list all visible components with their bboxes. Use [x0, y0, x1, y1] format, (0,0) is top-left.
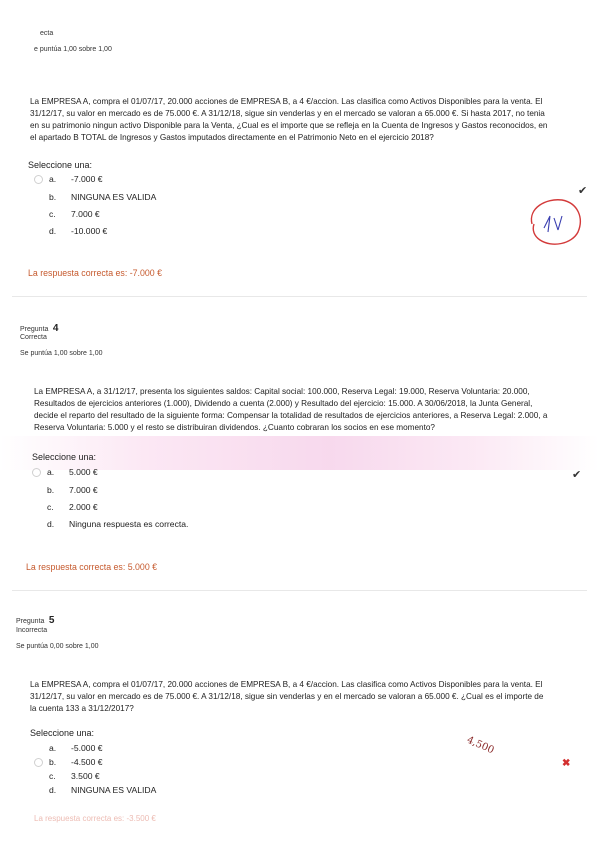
select-prompt: Seleccione una:	[32, 452, 97, 462]
option-text: -10.000 €	[71, 226, 108, 236]
radio-selected-icon[interactable]	[34, 758, 43, 767]
question-score: e puntúa 1,00 sobre 1,00	[34, 46, 112, 53]
option-letter: b.	[49, 757, 57, 767]
question-status: Correcta	[20, 334, 47, 341]
question-text-line: el apartado B TOTAL de Ingresos y Gastos imputados directamente en el Patrimonio Neto en el ejercicio 2018?	[30, 133, 434, 142]
handwritten-annotation: 4,500	[465, 734, 496, 757]
select-prompt: Seleccione una:	[28, 160, 93, 170]
correct-answer-feedback: La respuesta correcta es: -7.000 €	[28, 268, 162, 278]
question-text-line: la cuenta 133 a 31/12/2017?	[30, 704, 134, 713]
option-letter: b.	[47, 485, 55, 495]
divider	[12, 296, 587, 297]
question-text-line: La EMPRESA A, compra el 01/07/17, 20.000 acciones de EMPRESA B, a 4 €/accion. Las clasifica como Activos Disponibles para la venta. El	[30, 97, 543, 106]
question-text	[34, 386, 590, 434]
radio-icon[interactable]	[34, 227, 43, 236]
option-text: 7.000 €	[71, 209, 100, 219]
option-letter: c.	[49, 209, 56, 219]
question-status-fragment: ecta	[40, 30, 54, 37]
option-b[interactable]	[34, 757, 103, 767]
option-text: -5.000 €	[71, 743, 103, 753]
question-text	[30, 96, 590, 144]
option-b[interactable]	[34, 192, 156, 202]
select-prompt: Seleccione una:	[30, 728, 95, 738]
question-label: Pregunta	[16, 618, 45, 625]
question-score: Se puntúa 0,00 sobre 1,00	[16, 643, 99, 650]
question-header	[16, 610, 54, 628]
divider	[12, 590, 587, 591]
option-d[interactable]	[32, 519, 188, 529]
question-text-line: La EMPRESA A, compra el 01/07/17, 20.000 acciones de EMPRESA B, a 4 €/accion. Las clasifica como Activos Disponibles para la venta. El	[30, 680, 543, 689]
option-letter: d.	[47, 519, 55, 529]
correct-answer-feedback: La respuesta correcta es: 5.000 €	[26, 562, 158, 572]
question-text-line: en su patrimonio ningun activo Disponible para la Venta, ¿Cual es el importe que se refleja en la Cuenta de Ingresos y Gastos reconocidos, en	[30, 121, 548, 130]
question-number: 4	[52, 323, 59, 334]
option-c[interactable]	[32, 502, 98, 512]
radio-icon[interactable]	[34, 772, 43, 781]
radio-icon[interactable]	[34, 786, 43, 795]
radio-icon[interactable]	[34, 193, 43, 202]
option-text: NINGUNA ES VALIDA	[71, 785, 157, 795]
radio-selected-icon[interactable]	[32, 468, 41, 477]
question-text	[30, 679, 590, 715]
option-d[interactable]	[34, 226, 107, 236]
question-text-line: La EMPRESA A, a 31/12/17, presenta los siguientes saldos: Capital social: 100.000, Reserva Legal: 19.000, Reserva Voluntaria: 20.000,	[34, 387, 530, 396]
option-d[interactable]	[34, 785, 156, 795]
question-text-line: Reserva Voluntaria: 5.000 y el resto se distribuiran dividendos. ¿Cuanto cobraran los socios en ese momento?	[34, 423, 435, 432]
check-icon: ✔	[572, 469, 582, 481]
radio-selected-icon[interactable]	[34, 175, 43, 184]
option-c[interactable]	[34, 209, 100, 219]
check-icon: ✔	[578, 185, 588, 197]
handwritten-circle-annotation	[524, 194, 586, 250]
option-text: -4.500 €	[71, 757, 103, 767]
cross-icon: ✖	[562, 758, 571, 769]
option-text: 5.000 €	[69, 467, 98, 477]
option-a[interactable]	[34, 174, 103, 184]
question-score: Se puntúa 1,00 sobre 1,00	[20, 350, 103, 357]
radio-icon[interactable]	[34, 210, 43, 219]
correct-answer-feedback: La respuesta correcta es: -3.500 €	[34, 814, 156, 823]
radio-icon[interactable]	[32, 486, 41, 495]
option-text: -7.000 €	[71, 174, 103, 184]
radio-icon[interactable]	[32, 520, 41, 529]
radio-icon[interactable]	[34, 744, 43, 753]
option-letter: a.	[49, 174, 57, 184]
option-text: 2.000 €	[69, 502, 98, 512]
question-label: Pregunta	[20, 326, 49, 333]
question-text-line: decide el reparto del resultado de la siguiente forma: Compensar la totalidad de resultados de ejercicios anteriores, a Reserva Legal: 2.000, a	[34, 411, 548, 420]
question-status: Incorrecta	[16, 627, 48, 634]
question-text-line: Resultados de ejercicios anteriores (1.000), Dividendo a cuenta (2.000) y Resultado del ejercicio: 15.000. A 30/06/2018, la Junta General,	[34, 399, 533, 408]
option-a[interactable]	[32, 467, 98, 477]
option-c[interactable]	[34, 771, 100, 781]
option-text: NINGUNA ES VALIDA	[71, 192, 157, 202]
option-letter: b.	[49, 192, 57, 202]
option-letter: c.	[47, 502, 54, 512]
option-text: Ninguna respuesta es correcta.	[69, 519, 189, 529]
question-text-line: 31/12/17, su valor en mercado es de 75.000 €. A 31/12/18, sigue sin venderlas y en el mercado se valoran a 65.000 €. ¿Cual es el importe de	[30, 692, 544, 701]
option-letter: d.	[49, 785, 57, 795]
option-letter: a.	[47, 467, 55, 477]
option-text: 7.000 €	[69, 485, 98, 495]
question-text-line: 31/12/17, su valor en mercado es de 75.000 €. A 31/12/18, sigue sin venderlas y en el mercado se valoran a 65.000 €. Si hasta 2017, no tenia	[30, 109, 545, 118]
option-letter: c.	[49, 771, 56, 781]
question-number: 5	[48, 615, 55, 626]
option-text: 3.500 €	[71, 771, 100, 781]
radio-icon[interactable]	[32, 503, 41, 512]
option-letter: a.	[49, 743, 57, 753]
option-a[interactable]	[34, 743, 103, 753]
option-letter: d.	[49, 226, 57, 236]
option-b[interactable]	[32, 485, 98, 495]
